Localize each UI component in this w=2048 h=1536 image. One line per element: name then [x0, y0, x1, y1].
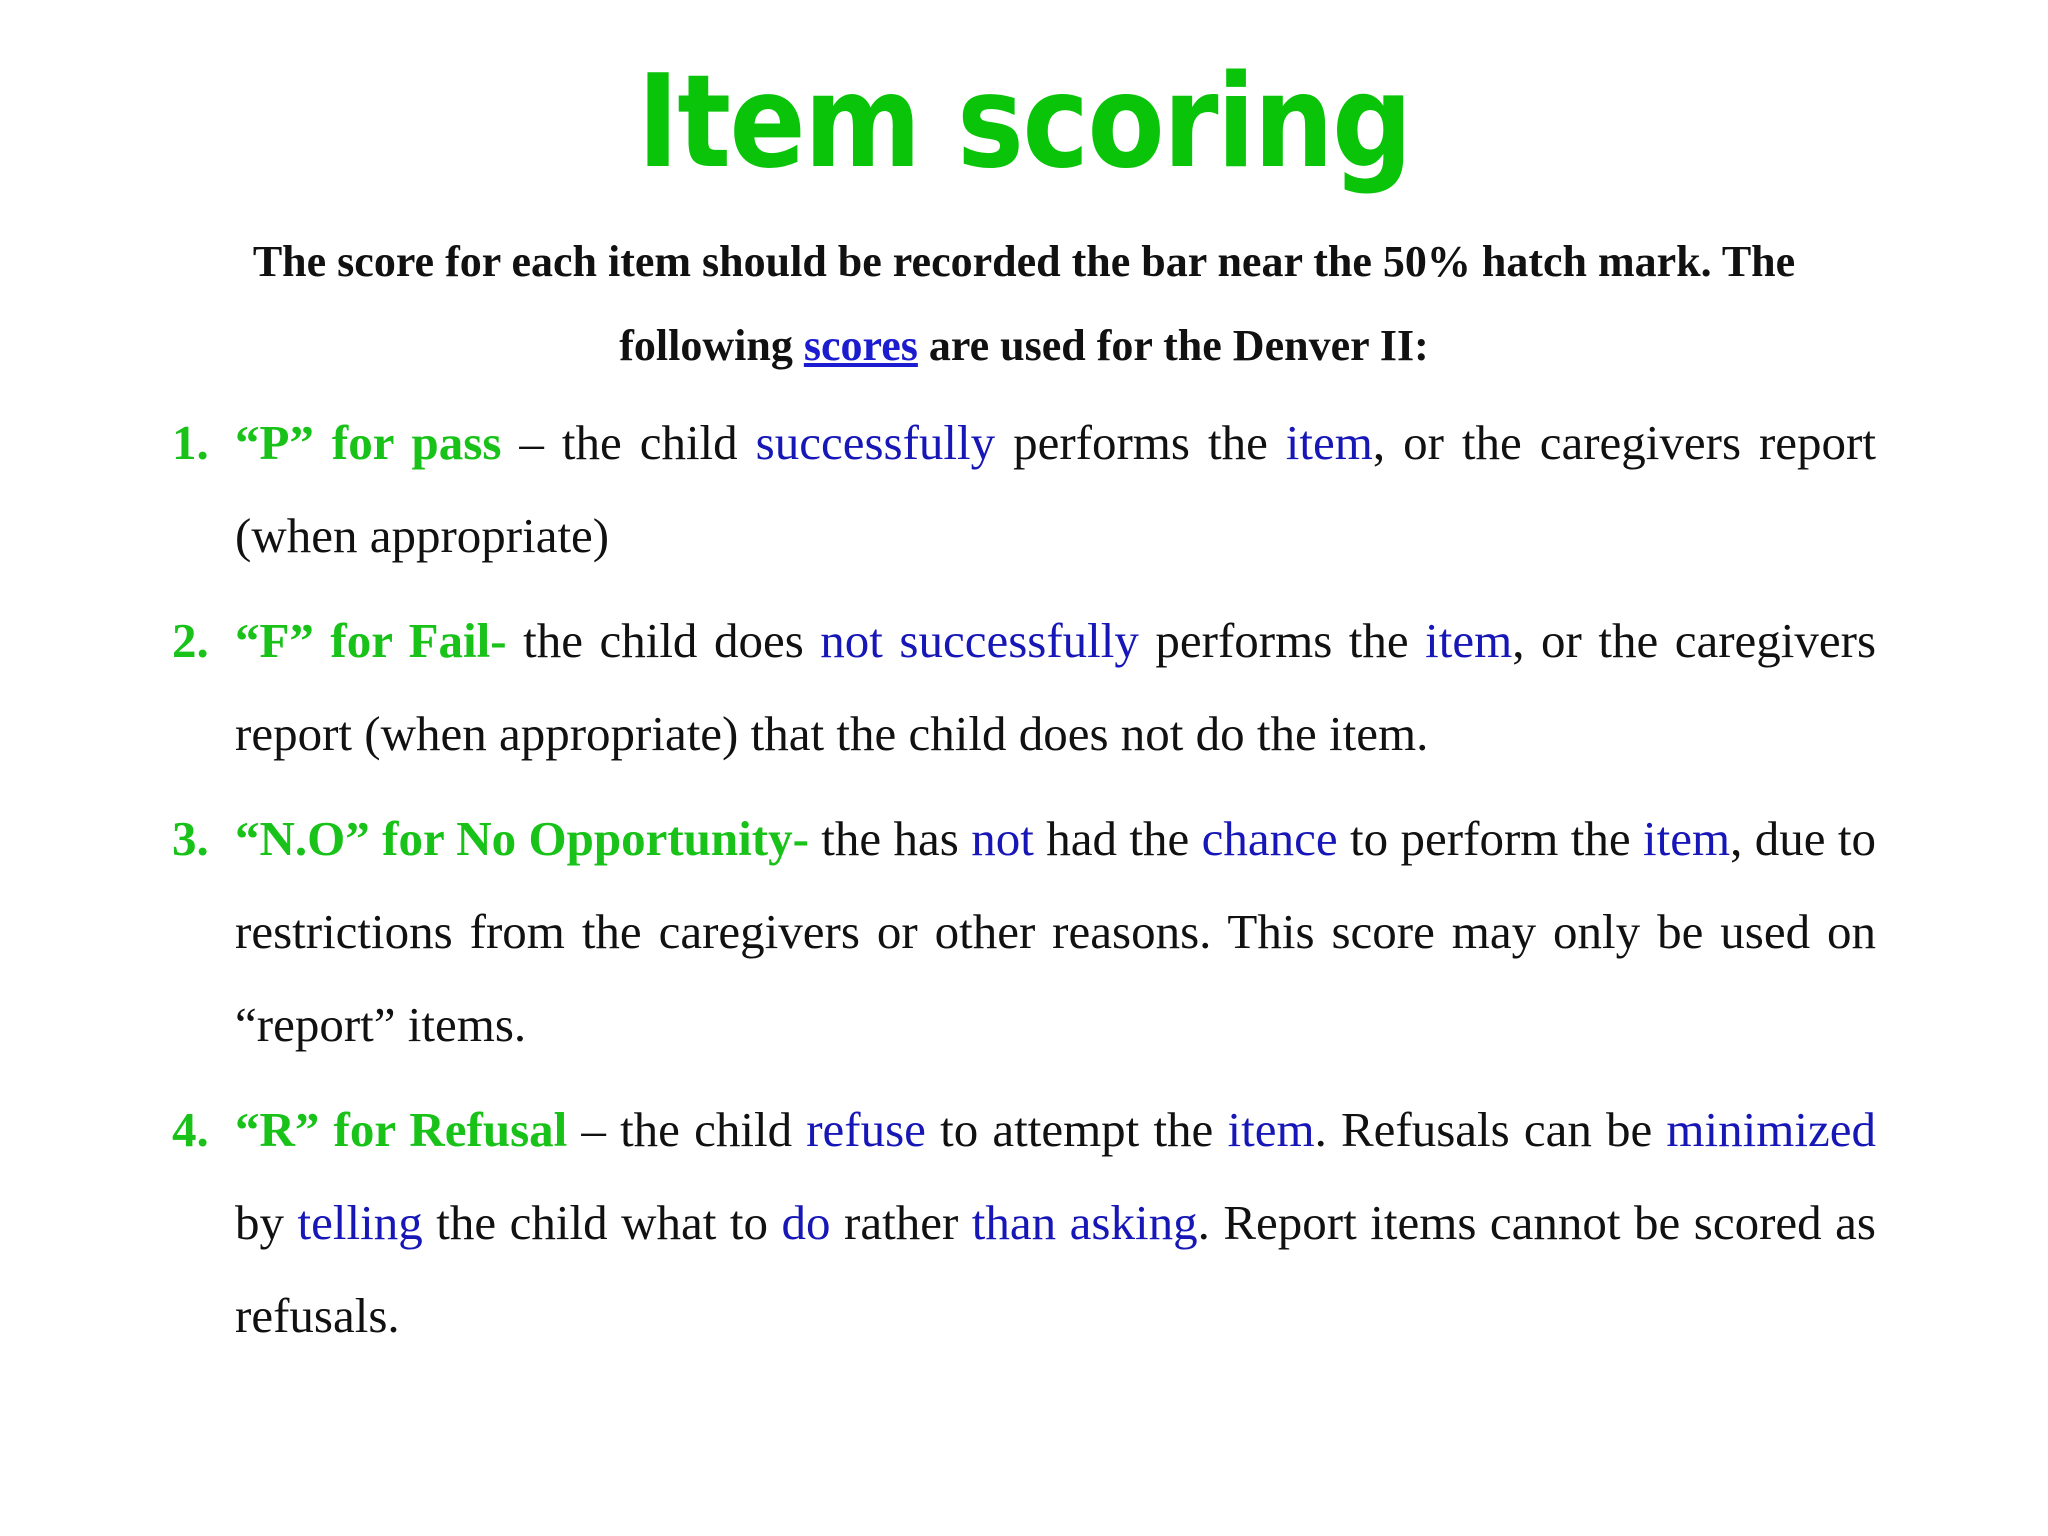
highlighted-word: refuse	[806, 1102, 926, 1157]
item-number: 3.	[172, 811, 209, 866]
item-text: by	[235, 1195, 298, 1250]
item-text: the child does	[506, 613, 821, 668]
item-text: – the child	[501, 415, 756, 470]
item-text: , or the caregivers report (when appropriate)	[235, 415, 1876, 563]
item-text	[883, 613, 900, 668]
item-text: had the	[1033, 811, 1202, 866]
highlighted-word: item	[1285, 415, 1373, 470]
highlighted-word: minimized	[1666, 1102, 1876, 1157]
item-text: performs the	[1138, 613, 1426, 668]
intro-paragraph	[172, 220, 1876, 388]
highlighted-word: item	[1643, 811, 1731, 866]
item-number: 2.	[172, 613, 209, 668]
item-text: , or the caregivers report (when appropriate) that the child does not do the item.	[235, 613, 1877, 761]
highlighted-word: do	[781, 1195, 831, 1250]
score-list	[172, 396, 1876, 1362]
item-number: 1.	[172, 415, 209, 470]
item-text: to perform the	[1337, 811, 1644, 866]
highlighted-word: not	[971, 811, 1034, 866]
score-item	[172, 594, 1876, 780]
item-number: 4.	[172, 1102, 209, 1157]
score-item	[172, 396, 1876, 582]
score-term: “F” for Fail-	[235, 613, 507, 668]
highlighted-word: successfully	[755, 415, 996, 470]
item-text: performs the	[995, 415, 1286, 470]
intro-text-after: are used for the Denver II:	[917, 321, 1429, 370]
page-title: Item scoring	[637, 48, 1411, 197]
highlighted-word: than asking	[971, 1195, 1198, 1250]
highlighted-word: not	[820, 613, 883, 668]
score-item	[172, 792, 1876, 1071]
item-text: to attempt the	[925, 1102, 1228, 1157]
highlighted-word: chance	[1201, 811, 1338, 866]
item-text: , due to restrictions from the caregivers or other reasons. This score may only be used on “report” items.	[235, 811, 1876, 1052]
item-text: the child what to	[422, 1195, 782, 1250]
highlighted-word: item	[1227, 1102, 1315, 1157]
score-term: “R” for Refusal	[235, 1102, 568, 1157]
item-text: the has	[808, 811, 972, 866]
highlighted-word: successfully	[899, 613, 1139, 668]
item-text: . Refusals can be	[1314, 1102, 1667, 1157]
score-term: “P” for pass	[235, 415, 502, 470]
score-term: “N.O” for No Opportunity-	[235, 811, 809, 866]
highlighted-word: telling	[297, 1195, 423, 1250]
item-text: – the child	[567, 1102, 807, 1157]
item-text: . Report items cannot be scored as refusals.	[235, 1195, 1876, 1343]
item-text: rather	[830, 1195, 972, 1250]
intro-text-before: The score for each item should be recorded the bar near the 50% hatch mark. The following	[252, 237, 1796, 370]
highlighted-word: item	[1425, 613, 1513, 668]
score-item	[172, 1083, 1876, 1362]
scores-link[interactable]: scores	[803, 321, 918, 370]
